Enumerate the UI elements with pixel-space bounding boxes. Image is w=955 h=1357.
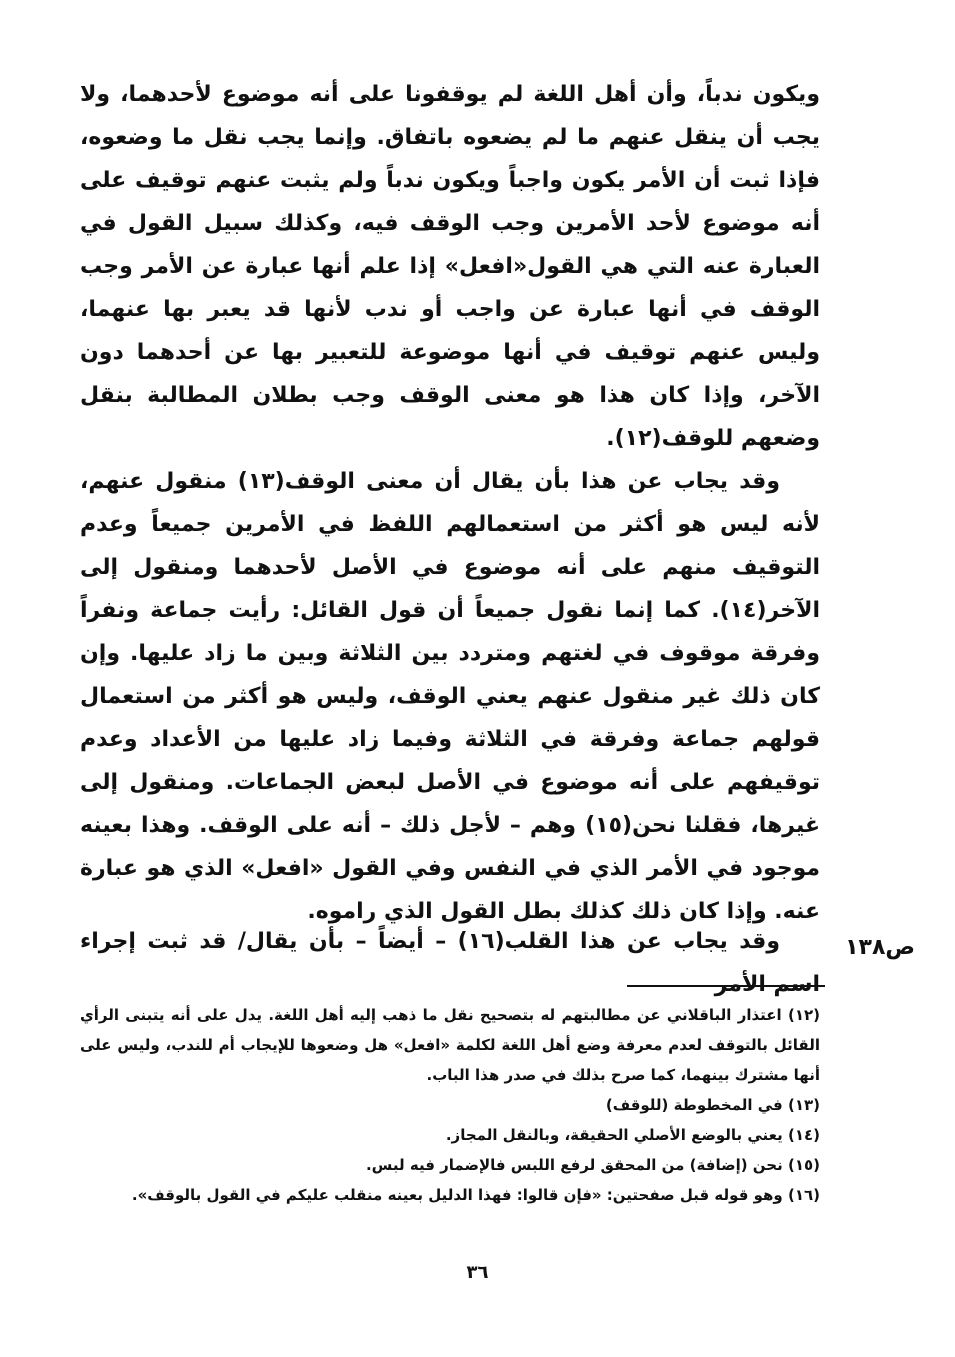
footnote-14: (١٤) يعني بالوضع الأصلي الحقيقة، وبالنقل المجاز. — [445, 1126, 820, 1144]
footnote-13: (١٣) في المخطوطة (للوقف) — [605, 1096, 820, 1114]
body-paragraph-1: ويكون ندباً، وأن أهل اللغة لم يوقفونا على أنه موضوع لأحدهما، ولا يجب أن ينقل عنهم ما لم يضعوه باتفاق. وإنما يجب نقل ما وضعوه، فإذا ثبت أن الأمر يكون واجباً ويكون ندباً ولم يثبت عنهم توقيف على أنه موضوع لأحد الأمرين وجب الوقف فيه، وكذلك سبيل القول في العبارة عنه التي هي القول«افعل» إذا علم أنها عبارة عن الأمر وجب الوقف في أنها عبارة عن واجب أو ندب لأنها قد يعبر بها عنهما، وليس عنهم توقيف في أنها موضوعة للتعبير بها عن أحدهما دون الآخر، وإذا كان هذا هو معنى الوقف وجب بطلان المطالبة بنقل وضعهم للوقف(١٢). — [80, 82, 820, 451]
footnote-16: (١٦) وهو قوله قبل صفحتين: «فإن قالوا: فهذا الدليل بعينه منقلب عليكم في القول بالوقف». — [131, 1186, 820, 1204]
body-paragraph-3: وقد يجاب عن هذا القلب(١٦) – أيضاً – بأن يقال/ قد ثبت إجراء اسم الأمر — [80, 929, 820, 997]
manuscript-page-marker: ص١٣٨ — [845, 935, 915, 960]
footnotes — [80, 1000, 820, 1210]
footnote-12: (١٢) اعتذار الباقلاني عن مطالبتهم له بتصحيح نقل ما ذهب إليه أهل اللغة. يدل على أنه يتبنى الرأي القائل بالتوقف لعدم معرفة وضع أهل اللغة لكلمة «افعل» هل وضعوها للإيجاب أم للندب، وليس على أنها مشترك بينهما، كما صرح بذلك في صدر هذا الباب. — [80, 1006, 820, 1084]
body-paragraph-2: وقد يجاب عن هذا بأن يقال أن معنى الوقف(١٣) منقول عنهم، لأنه ليس هو أكثر من استعمالهم اللفظ في الأمرين جميعاً وعدم التوقيف منهم على أنه موضوع في الأصل لأحدهما ومنقول إلى الآخر(١٤). كما إنما نقول جميعاً أن قول القائل: رأيت جماعة ونفراً وفرقة موقوف في لغتهم ومتردد بين الثلاثة وبين ما زاد عليها. وإن كان ذلك غير منقول عنهم يعني الوقف، وليس هو أكثر من استعمال قولهم جماعة وفرقة في الثلاثة وفيما زاد عليها من الأعداد وعدم توقيفهم على أنه موضوع في الأصل لبعض الجماعات. ومنقول إلى غيرها، فقلنا نحن(١٥) وهم – لأجل ذلك – أنه على الوقف. وهذا بعينه موجود في الأمر الذي في النفس وفي القول «افعل» الذي هو عبارة عنه. وإذا كان ذلك كذلك بطل القول الذي راموه. — [80, 469, 820, 924]
footnote-separator — [627, 985, 825, 987]
footnote-15: (١٥) نحن (إضافة) من المحقق لرفع اللبس فالإضمار فيه لبس. — [365, 1156, 820, 1174]
page-number: ٣٦ — [466, 1262, 489, 1283]
